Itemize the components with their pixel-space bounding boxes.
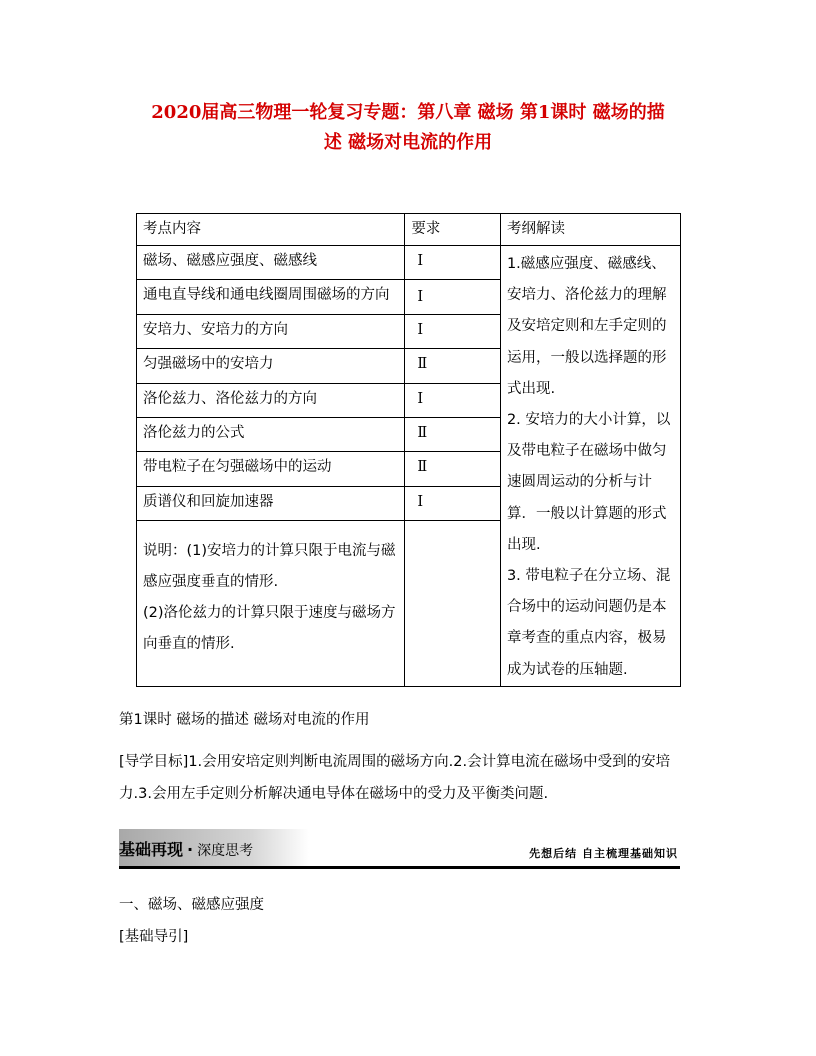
interpretation-text: 1.磁感应强度、磁感线、安培力、洛伦兹力的理解及安培定则和左手定则的运用，一般以选择题的形式出现. 2. 安培力的大小计算，以及带电粒子在磁场中做匀速圆周运动的分析与计算．一般以计算题的形式出现. 3. 带电粒子在分立场、混合场中的运动问题仍是本章考查的重点内容，极易成为试卷的压轴题. (506, 256, 671, 678)
banner-separator: · (187, 840, 194, 859)
row-level: Ⅱ (405, 452, 501, 486)
banner-title (119, 837, 253, 860)
note-cell (137, 521, 405, 687)
row-content: 通电直导线和通电线圈周围磁场的方向 (137, 280, 405, 314)
header-requirement: 要求 (405, 214, 501, 246)
note-line-2: (2)洛伦兹力的计算只限于速度与磁场方向垂直的情形. (143, 605, 396, 653)
header-content: 考点内容 (137, 214, 405, 246)
row-level: Ⅰ (405, 280, 501, 314)
row-content: 匀强磁场中的安培力 (137, 349, 405, 383)
row-level: Ⅰ (405, 486, 501, 520)
row-content: 洛伦兹力的公式 (137, 418, 405, 452)
row-level: Ⅱ (405, 418, 501, 452)
row-content: 磁场、磁感应强度、磁感线 (137, 246, 405, 280)
note-line-1: 说明：(1)安培力的计算只限于电流与磁感应强度垂直的情形. (143, 543, 396, 591)
row-content: 带电粒子在匀强磁场中的运动 (137, 452, 405, 486)
row-level: Ⅰ (405, 246, 501, 280)
learning-goals (119, 746, 699, 810)
table-header-row (137, 214, 681, 246)
row-content: 质谱仪和回旋加速器 (137, 486, 405, 520)
section-banner (119, 829, 680, 869)
banner-main-text: 基础再现 (119, 840, 184, 859)
title-line-2: 述 磁场对电流的作用 (323, 132, 493, 153)
row-level: Ⅰ (405, 383, 501, 417)
subsection-heading: [基础导引] (119, 929, 189, 945)
goals-text: 1.会用安培定则判断电流周围的磁场方向.2.会计算电流在磁场中受到的安培力.3.会用左手定则分析解决通电导体在磁场中的受力及平衡类问题. (119, 754, 671, 802)
row-content: 洛伦兹力、洛伦兹力的方向 (137, 383, 405, 417)
row-content: 安培力、安培力的方向 (137, 314, 405, 348)
goals-label: [导学目标] (119, 754, 189, 770)
note-level-cell (405, 521, 501, 687)
header-interpretation: 考纲解读 (500, 214, 680, 246)
table-row (137, 246, 681, 280)
row-level: Ⅱ (405, 349, 501, 383)
section-heading: 一、磁场、磁感应强度 (119, 897, 264, 913)
banner-right-text: 先想后结 自主梳理基础知识 (529, 847, 678, 860)
lesson-subtitle: 第1课时 磁场的描述 磁场对电流的作用 (119, 712, 370, 728)
title-line-1: 2020届高三物理一轮复习专题：第八章 磁场 第1课时 磁场的描 (151, 102, 665, 123)
banner-sub-text: 深度思考 (197, 843, 254, 859)
interpretation-cell (500, 246, 680, 687)
row-level: Ⅰ (405, 314, 501, 348)
document-title (100, 98, 716, 158)
syllabus-table (136, 213, 681, 687)
